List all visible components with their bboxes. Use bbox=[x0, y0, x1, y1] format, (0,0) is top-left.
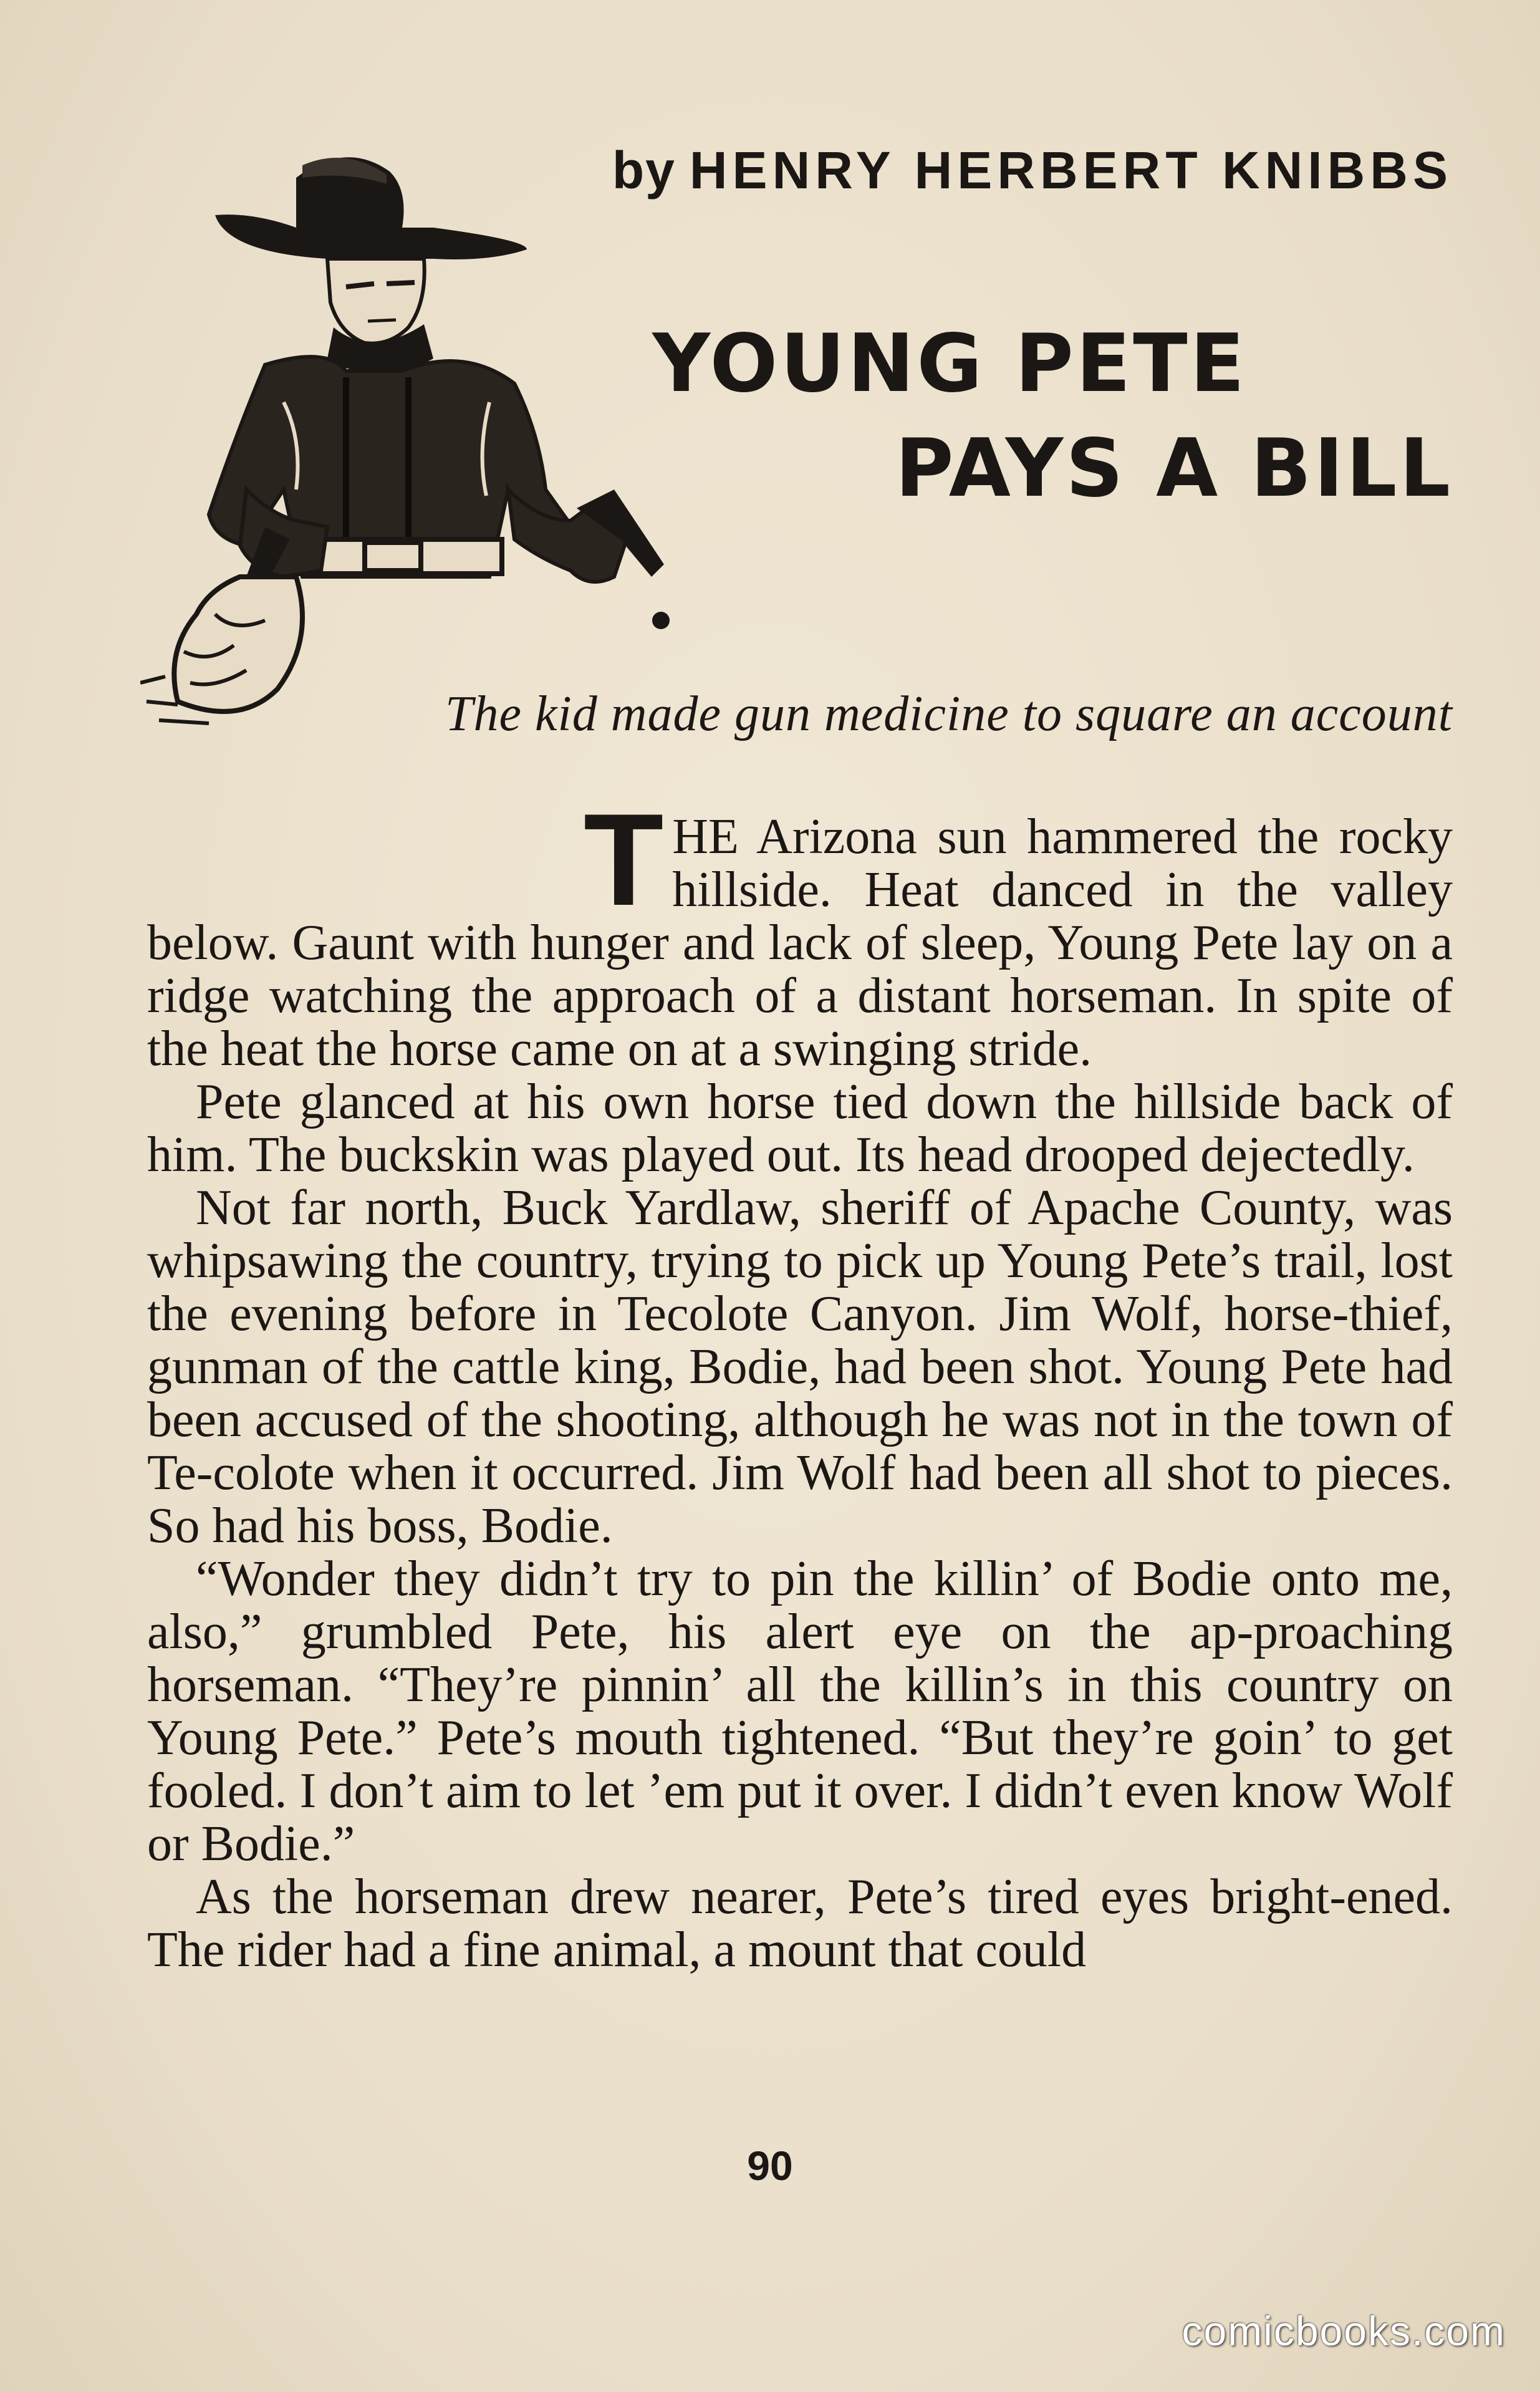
watermark: comicbooks.com bbox=[1181, 2308, 1506, 2354]
paragraph-2: Pete glanced at his own horse tied down the hillside back of him. The buckskin was played out. Its head drooped dejectedly. bbox=[147, 1074, 1453, 1182]
byline-author: HENRY HERBERT KNIBBS bbox=[689, 141, 1453, 200]
story-body bbox=[147, 786, 1453, 1977]
paragraph-3: Not far north, Buck Yardlaw, sheriff of Apache County, was whipsawing the country, trying to pick up Young Pete’s trail, lost the evening before in Tecolote Canyon. Jim Wolf, horse-thief, gunman of the cattle king, Bodie, had been shot. Young Pete had been accused of the shooting, although he was not in the town of Te-colote when it occurred. Jim Wolf had been all shot to pieces. So had his boss, Bodie. bbox=[147, 1180, 1453, 1553]
story-subtitle: The kid made gun medicine to square an account bbox=[445, 687, 1453, 741]
story-title bbox=[652, 312, 1453, 521]
paragraph-1 bbox=[147, 786, 1453, 1076]
drop-cap: T bbox=[584, 786, 664, 933]
illustration-drawing bbox=[140, 140, 689, 726]
byline bbox=[612, 140, 1453, 201]
paragraph-5: As the horseman drew nearer, Pete’s tired eyes bright-ened. The rider had a fine animal, a mount that could bbox=[147, 1869, 1453, 1977]
cowboy-gunslinger-illustration bbox=[140, 140, 689, 726]
byline-by: by bbox=[612, 141, 676, 200]
paragraph-1-text: HE Arizona sun hammered the rocky hillside. Heat danced in the valley below. Gaunt with hunger and lack of sleep, Young Pete lay on a ridge watching the approach of a distant horseman. In spite of the heat the horse came on at a swinging stride. bbox=[147, 809, 1453, 1076]
page-number: 90 bbox=[747, 2143, 793, 2189]
title-line-1: YOUNG PETE bbox=[652, 317, 1247, 410]
title-line-2: PAYS A BILL bbox=[895, 422, 1453, 515]
paragraph-4: “Wonder they didn’t try to pin the killin’ of Bodie onto me, also,” grumbled Pete, his alert eye on the ap-proaching horseman. “They’re pinnin’ all the killin’s in this country on Young Pete.” Pete’s mouth tightened. “But they’re goin’ to get fooled. I don’t aim to let ’em put it over. I didn’t even know Wolf or Bodie.” bbox=[147, 1551, 1453, 1871]
